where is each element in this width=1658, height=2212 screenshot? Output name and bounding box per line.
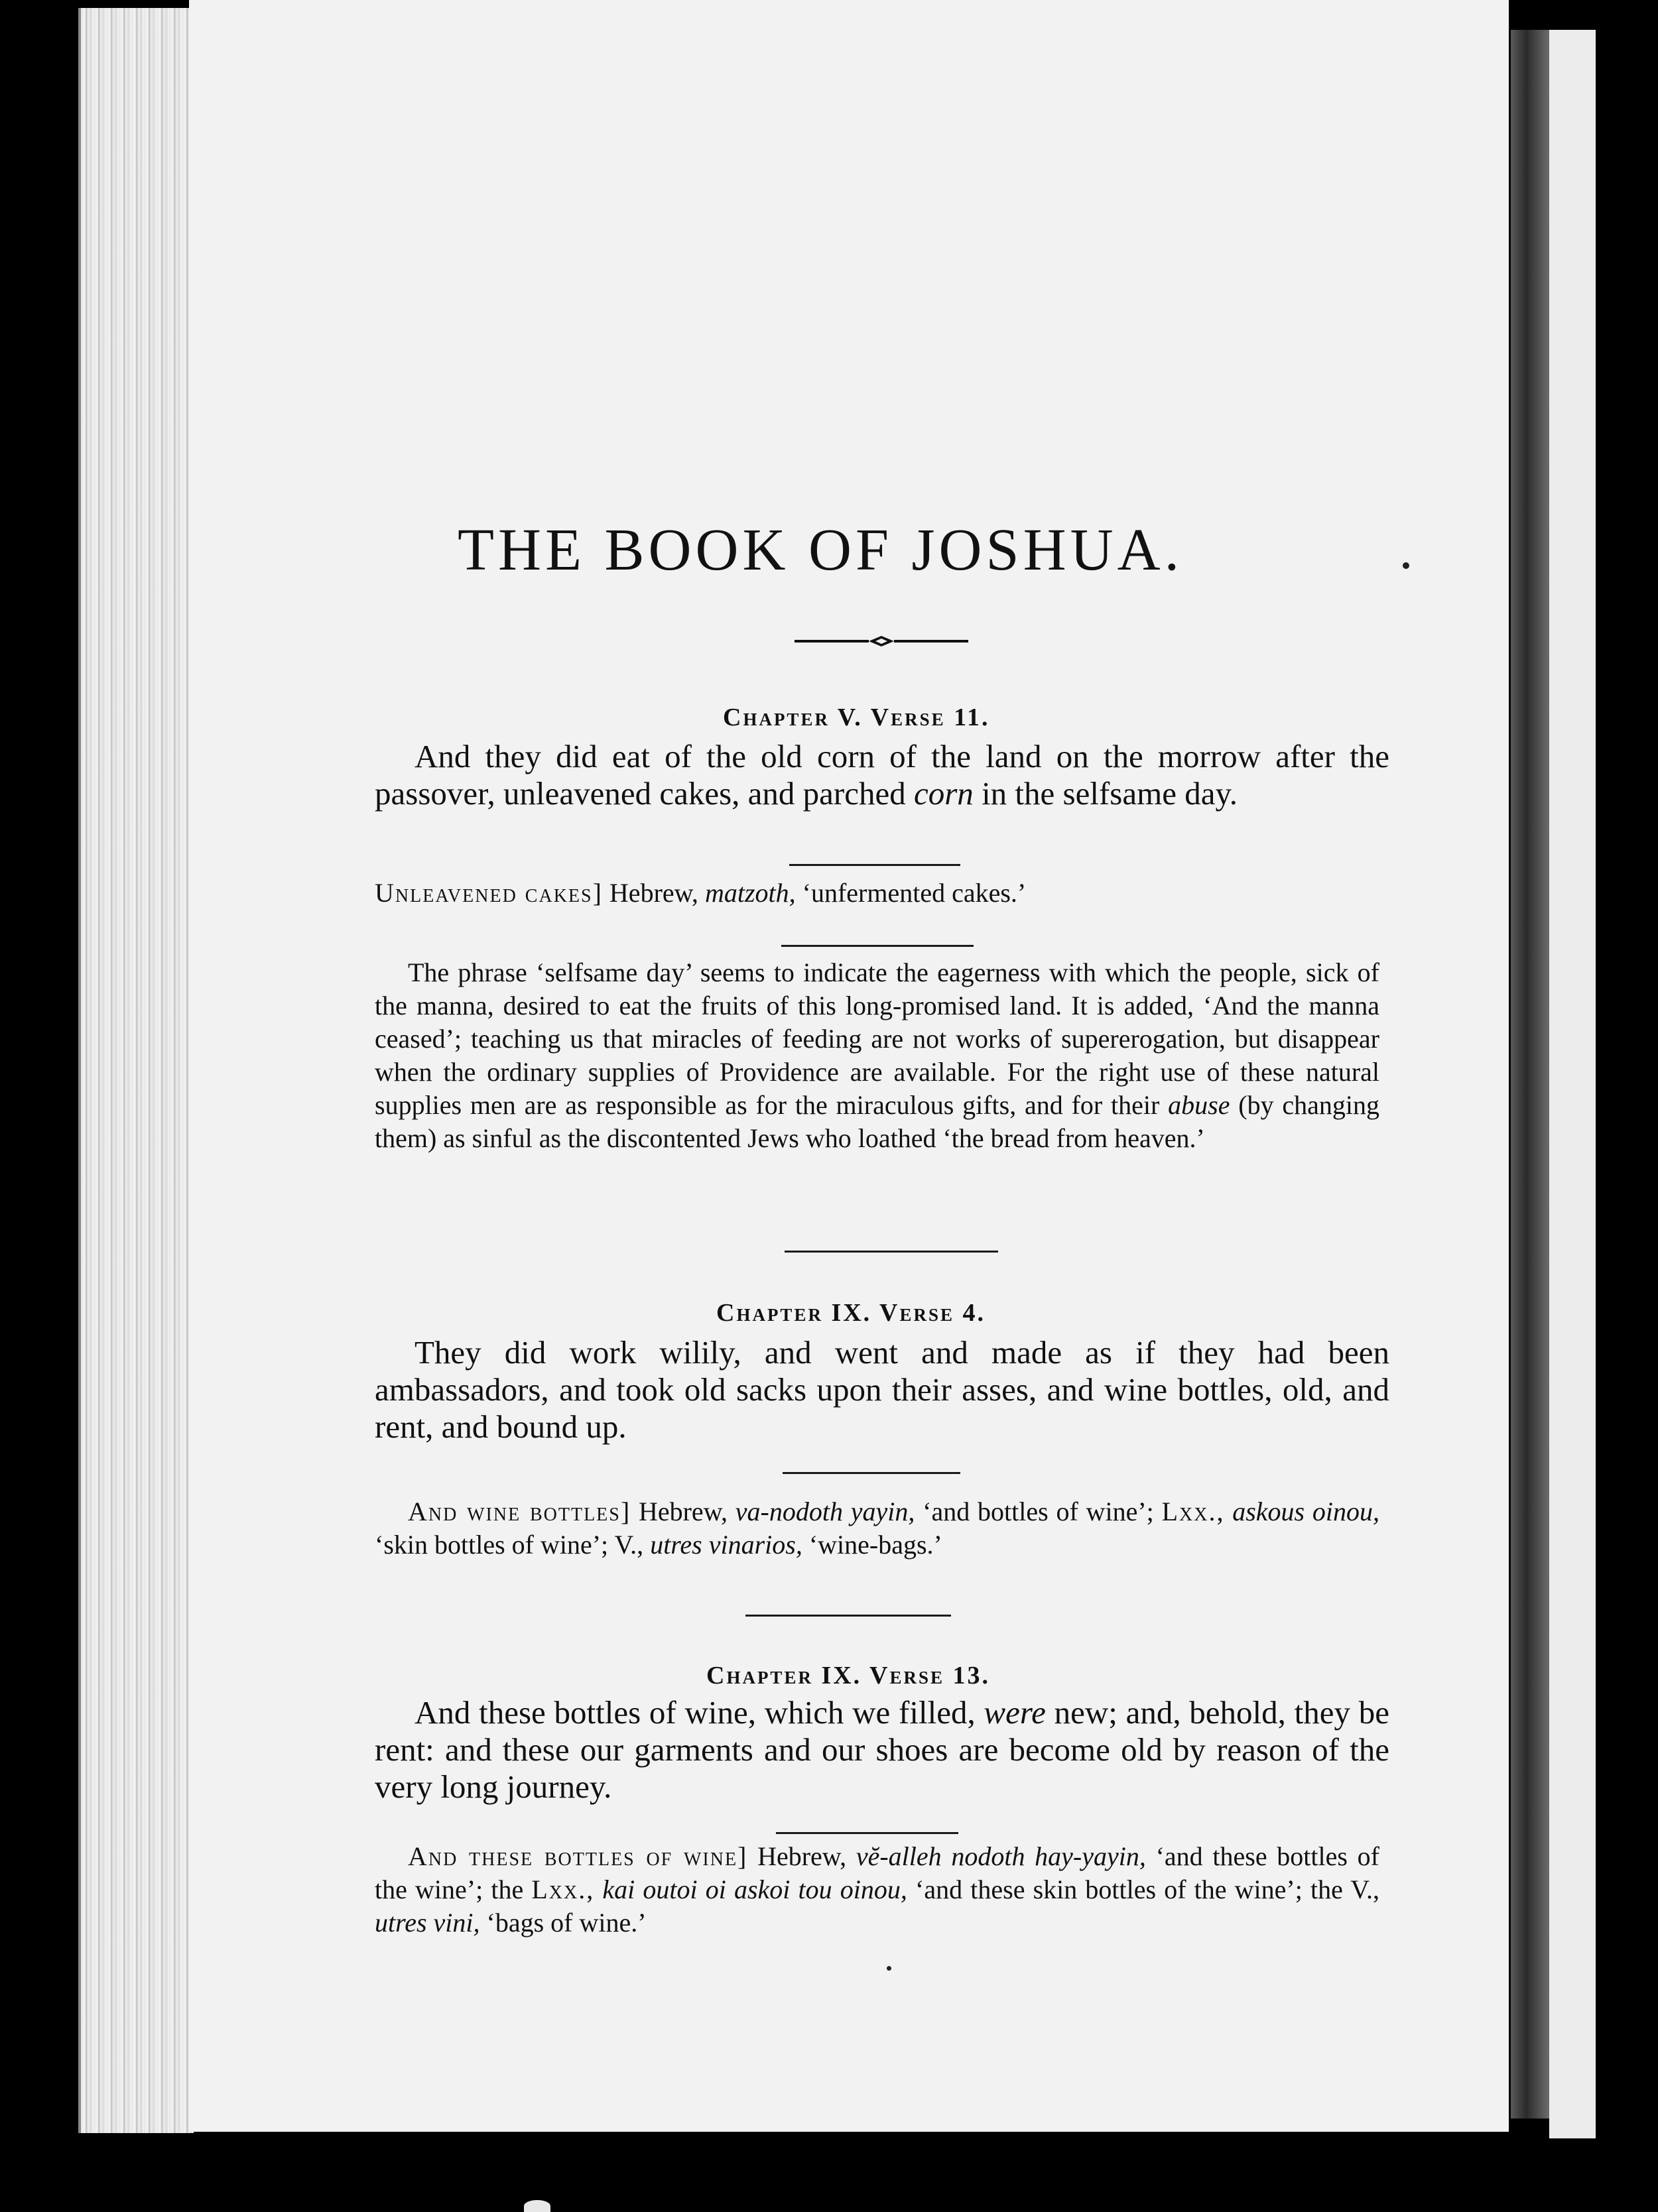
facing-page-edge (1549, 30, 1596, 2138)
footnote: And these bottles of wine] Hebrew, vĕ-alleh nodoth hay-yayin, ‘and these bottles of the wine’; the Lxx., kai outoi oi askoi tou oinou, ‘and these skin bottles of the wine’; the V., utres vini, ‘bags of wine.’ (375, 1841, 1380, 1937)
verse-text: And they did eat of the old corn of the land on the morrow after the passover, unleavened cakes, and parched corn in the selfsame day. (375, 738, 1389, 812)
chapter-heading: Chapter IX. Verse 13. (706, 1662, 990, 1690)
section-rule (781, 945, 974, 947)
verse-text: And these bottles of wine, which we filled, were new; and, behold, they be rent: and these our garments and our shoes are become old by reason of the very long journey. (375, 1694, 1389, 1805)
chapter-heading: Chapter IX. Verse 4. (716, 1299, 986, 1327)
section-rule (745, 1615, 951, 1617)
page-corner-curl (524, 2200, 550, 2212)
section-rule (783, 1472, 960, 1474)
footnote: And wine bottles] Hebrew, va-nodoth yayin, ‘and bottles of wine’; Lxx., askous oinou, ‘skin bottles of wine’; V., utres vinarios, ‘wine-bags.’ (375, 1497, 1380, 1560)
commentary-paragraph: The phrase ‘selfsame day’ seems to indicate the eagerness with which the people, sick of the manna, desired to eat the fruits of this long-promised land. It is added, ‘And the manna ceased’; teaching us that miracles of feeding are not works of supererogation, but disappear when the ordinary supplies of Providence are available. For the right use of these natural supplies men are as responsible as for the miraculous gifts, and for their abuse (by changing them) as sinful as the discontented Jews who loathed ‘the bread from heaven.’ (375, 957, 1379, 1153)
page-edges (78, 8, 194, 2133)
gutter-shadow (1511, 30, 1549, 2119)
section-rule (776, 1832, 958, 1834)
chapter-heading: Chapter V. Verse 11. (723, 704, 990, 731)
section-rule (789, 864, 960, 866)
footnote: Unleavened cakes] Hebrew, matzoth, ‘unfermented cakes.’ (375, 878, 1027, 908)
ink-speck (1403, 562, 1409, 569)
page-title: THE BOOK OF JOSHUA. (458, 517, 1184, 583)
verse-text: They did work wilily, and went and made as if they had been ambassadors, and took old sacks upon their asses, and wine bottles, old, and rent, and bound up. (375, 1334, 1389, 1445)
title-ornament (795, 633, 968, 649)
section-rule (785, 1251, 998, 1253)
ink-speck (887, 1966, 891, 1971)
